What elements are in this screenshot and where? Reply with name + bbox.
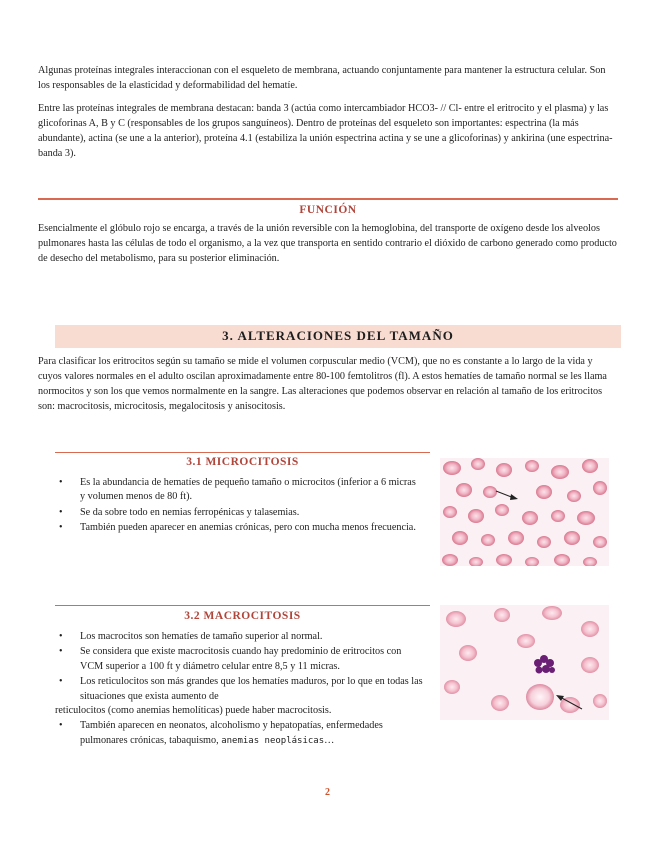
list-item: • También pueden aparecer en anemias crónicas, pero con mucha menos frecuencia. xyxy=(55,521,420,535)
list-item-term: anemias neoplásicas xyxy=(221,735,325,746)
intro-paragraph-1: Algunas proteínas integrales interaccionan con el esqueleto de membrana, actuando conjuntamente para mantener la estructura celular. Son los responsables de la elasticidad y deformabilidad del hematíe. xyxy=(38,65,606,91)
microcitosis-heading: 3.1 MICROCITOSIS xyxy=(186,456,299,468)
funcion-paragraph: Esencialmente el glóbulo rojo se encarga, a través de la unión reversible con la hemoglobina, del transporte de oxígeno desde los alveolos pulmonares hasta las células de todo el organismo, a la vez que transporta en sentido contrario el dióxido de carbono generado como producto de desecho del metabolismo, para su posterior eliminación. xyxy=(38,223,617,264)
macrocitosis-divider xyxy=(55,605,430,606)
list-item: • Es la abundancia de hematíes de pequeño tamaño o microcitos (inferior a 6 micras y volumen menos de 80 ft). xyxy=(55,476,420,505)
funcion-heading: FUNCIÓN xyxy=(299,204,357,216)
section-3-header-band xyxy=(55,325,621,348)
section-3-paragraph: Para clasificar los eritrocitos según su tamaño se mide el volumen corpuscular medio (VCM), que no es constante a lo largo de la vida y cuyos valores normales en el adulto oscilan aproximadamente entre 80-100 femtolitros (fl). A estos hematíes de tamaño normal se les llama normocitos y son los que vemos normalmente en la sangre. Las alteraciones que podemos observar en relación al tamaño de los eritrocitos son: macrocitosis, microcitosis, megalocitosis y anisocitosis. xyxy=(38,356,607,412)
funcion-divider xyxy=(38,198,618,200)
microcytosis-micrograph xyxy=(440,458,609,566)
microcitosis-list xyxy=(55,476,420,537)
list-item-ellipsis: … xyxy=(324,734,335,746)
intro-paragraph-2: Entre las proteínas integrales de membrana destacan: banda 3 (actúa como intercambiador HCO3- // Cl- entre el eritrocito y el plasma) y las glicoforinas A, B y C (responsables de los grupos sanguíneos). Dentro de proteínas del esqueleto son importantes: espectrina (la más abundante), actina (se une a la anterior), proteína 4.1 (estabiliza la unión espectrina actina y se une a glicoforinas) y ankirina (une espectrina-banda 3). xyxy=(38,103,613,159)
list-item-continuation: reticulocitos (como anemias hemolíticas) puede haber macrocitosis. xyxy=(55,705,332,717)
macrocitosis-list xyxy=(55,630,423,749)
list-item-text: También aparecen en neonatos, alcoholismo y hepatopatías, enfermedades pulmonares crónicas, tabaquismo, xyxy=(80,720,383,746)
list-item: • Se da sobre todo en nemias ferropénicas y talasemias. xyxy=(55,506,420,520)
list-item: • Los macrocitos son hematíes de tamaño superior al normal. xyxy=(55,630,423,644)
macrocitosis-heading: 3.2 MACROCITOSIS xyxy=(184,610,301,622)
list-item xyxy=(55,719,423,748)
list-item xyxy=(55,675,423,718)
macrocytosis-micrograph xyxy=(440,605,609,720)
list-item-text: Los reticulocitos son más grandes que los hematíes maduros, por lo que en todas las situaciones que exista aumento de xyxy=(80,676,423,702)
page-number: 2 xyxy=(325,787,330,798)
list-item: • Se considera que existe macrocitosis cuando hay predominio de eritrocitos con VCM superior a 100 ft y diámetro celular entre 8,5 y 11 micras. xyxy=(55,645,423,674)
microcitosis-divider xyxy=(55,452,430,453)
section-3-heading: 3. ALTERACIONES DEL TAMAÑO xyxy=(222,328,454,343)
